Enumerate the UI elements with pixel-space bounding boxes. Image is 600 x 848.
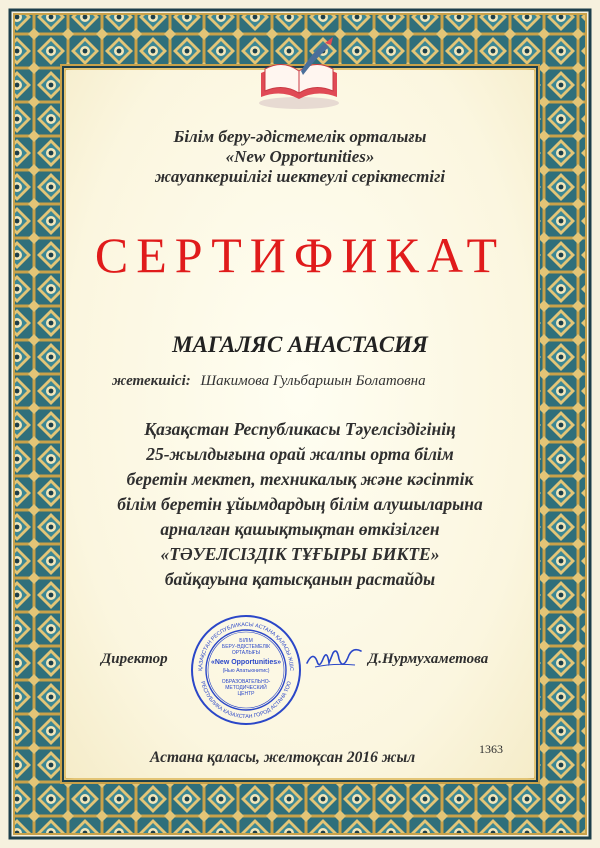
stamp-ring-top: ҚАЗАҚСТАН РЕСПУБЛИКАСЫ АСТАНА ҚАЛАСЫ ЖШС [197, 621, 295, 671]
stamp-center-1: БІЛІМ [239, 638, 253, 644]
body-line-1: Қазақстан Республикасы Тәуелсіздігінің [144, 419, 456, 439]
supervisor-label: жетекшісі: [112, 373, 191, 389]
body-line-3: беретін мектеп, техникалық және кәсіптік [126, 469, 474, 489]
body-line-5: арналған қашықтықтан өткізілген [160, 519, 440, 539]
stamp-ring-bottom: РЕСПУБЛИКА КАЗАХСТАН ГОРОД АСТАНА ТОО [199, 680, 293, 721]
body-line-6: «ТӘУЕЛСІЗДІК ТҰҒЫРЫ БИКТЕ» [160, 544, 440, 564]
stamp-center-8: ЦЕНТР [237, 691, 255, 697]
director-name: Д.Нурмухаметова [368, 651, 489, 667]
certificate-number: 1363 [479, 742, 503, 756]
stamp-center-5: (Нью Апатьюнитис) [222, 668, 270, 674]
issue-place-date: Астана қаласы, желтоқсан 2016 жыл [150, 749, 416, 766]
organization-line-2: «New Opportunities» [225, 147, 375, 166]
stamp-center-6: ОБРАЗОВАТЕЛЬНО- [221, 679, 271, 685]
body-line-7: байқауына қатысқанын растайды [164, 569, 436, 589]
director-label: Директор [101, 651, 168, 667]
organization-line-3: жауапкершілігі шектеулі серіктестігі [154, 167, 446, 186]
body-line-4: білім беретін ұйымдардың білім алушыларына [117, 494, 483, 514]
stamp-center-4: «New Opportunities» [210, 659, 282, 666]
stamp-center-7: МЕТОДИЧЕСКИЙ [225, 685, 267, 691]
certificate-title: СЕРТИФИКАТ [94, 227, 506, 283]
supervisor-name: Шакимова Гульбаршын Болатовна [200, 373, 426, 389]
official-stamp-seal [190, 614, 302, 726]
stamp-center-3: ОРТАЛЫҒЫ [231, 650, 261, 656]
recipient-name: МАГАЛЯС АНАСТАСИЯ [172, 332, 428, 357]
director-signature [303, 641, 365, 675]
open-book-logo-icon [253, 33, 345, 111]
stamp-center-2: БЕРУ-ӘДІСТЕМЕЛІК [221, 644, 271, 650]
body-line-2: 25-жылдығына орай жалпы орта білім [146, 444, 454, 464]
organization-line-1: Білім беру-әдістемелік орталығы [173, 127, 427, 146]
supervisor-line [112, 373, 426, 390]
